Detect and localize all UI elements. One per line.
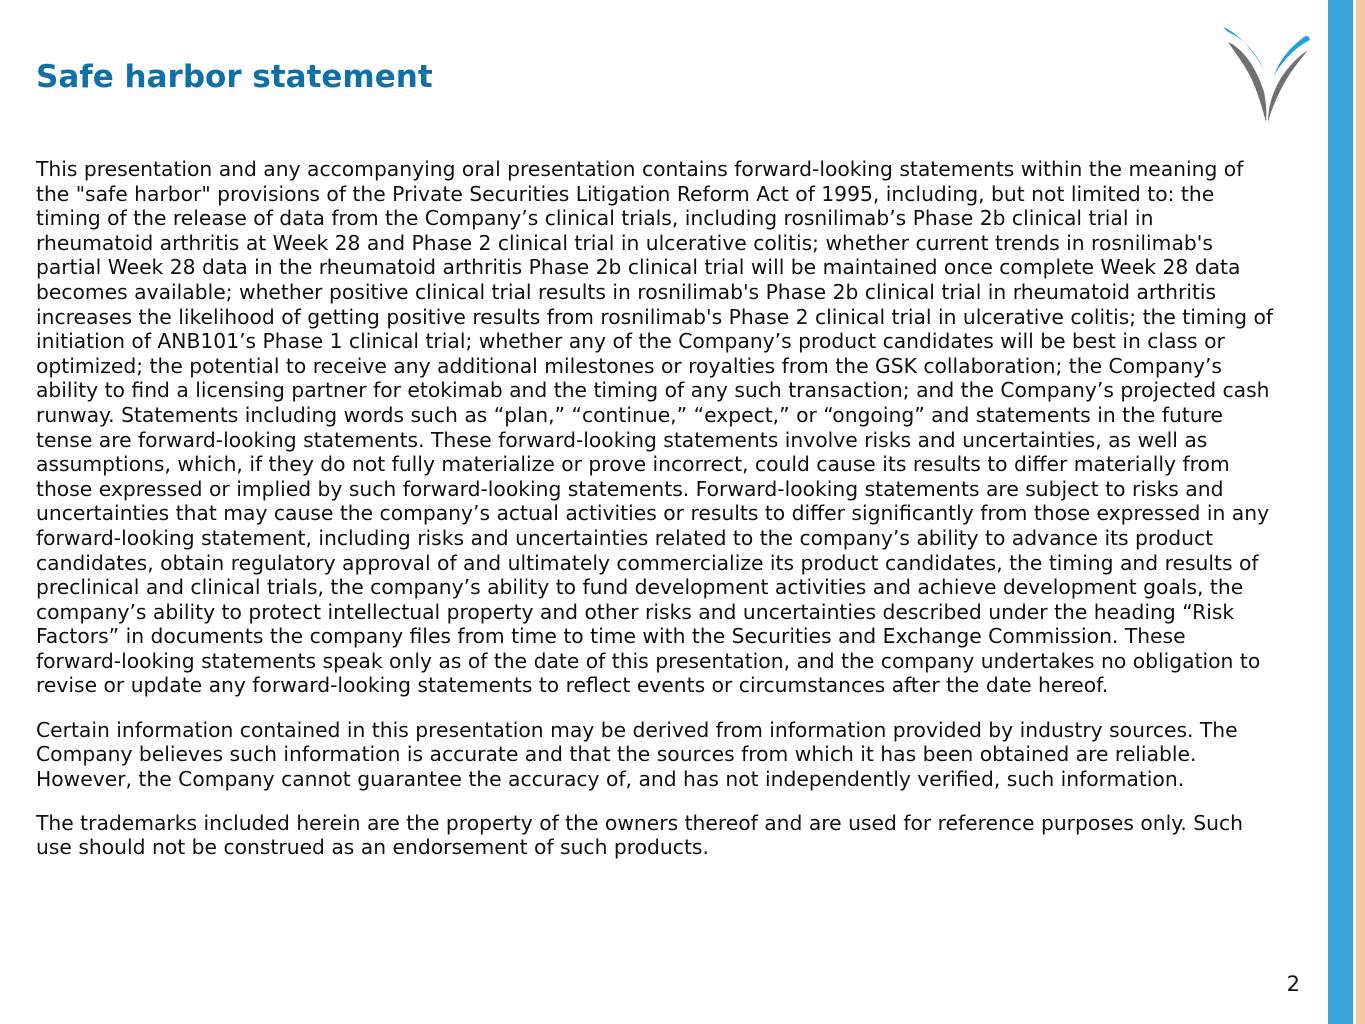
company-logo-icon: [1218, 22, 1316, 124]
logo-right-gray-wing: [1268, 50, 1308, 122]
forward-looking-paragraph: This presentation and any accompanying oral presentation contains forward-looking statements within the meaning of the "safe harbor" provisions of the Private Securities Litigation Reform Act of 1995, including, but not limited to: the timing of the release of data from the Company’s clinical trials, including rosnilimab’s Phase 2b clinical trial in rheumatoid arthritis at Week 28 and Phase 2 clinical trial in ulcerative colitis; whether current trends in rosnilimab's partial Week 28 data in the rheumatoid arthritis Phase 2b clinical trial will be maintained once complete Week 28 data becomes available; whether positive clinical trial results in rosnilimab's Phase 2b clinical trial in rheumatoid arthritis increases the likelihood of getting positive results from rosnilimab's Phase 2 clinical trial in ulcerative colitis; the timing of initiation of ANB101’s Phase 1 clinical trial; whether any of the Company’s product candidates will be best in class or optimized; the potential to receive any additional milestones or royalties from the GSK collaboration; the Company’s ability to find a licensing partner for etokimab and the timing of any such transaction; and the Company’s projected cash runway. Statements including words such as “plan,” “continue,” “expect,” or “ongoing” and statements in the future tense are forward-looking statements. These forward-looking statements involve risks and uncertainties, as well as assumptions, which, if they do not fully materialize or prove incorrect, could cause its results to differ materially from those expressed or implied by such forward-looking statements. Forward-looking statements are subject to risks and uncertainties that may cause the company’s actual activities or results to differ significantly from those expressed in any forward-looking statement, including risks and uncertainties related to the company’s ability to advance its product candidates, obtain regulatory approval of and ultimately commercialize its product candidates, the timing and results of preclinical and clinical trials, the company’s ability to fund development activities and achieve development goals, the company’s ability to protect intellectual property and other risks and uncertainties described under the heading “Risk Factors” in documents the company files from time to time with the Securities and Exchange Commission. These forward-looking statements speak only as of the date of this presentation, and the company undertakes no obligation to revise or update any forward-looking statements to reflect events or circumstances after the date hereof.: [36, 157, 1274, 698]
page-number: 2: [1286, 972, 1300, 996]
trademarks-paragraph: The trademarks included herein are the property of the owners thereof and are used for reference purposes only. Such use should not be construed as an endorsement of such products.: [36, 810, 1243, 860]
side-stripe-white: [1318, 0, 1328, 1024]
logo-left-gray-wing: [1228, 42, 1266, 122]
side-stripe-peach: [1356, 0, 1365, 1024]
disclaimer-body: [36, 157, 1276, 880]
slide-title: Safe harbor statement: [36, 59, 433, 95]
side-stripe-blue: [1328, 0, 1353, 1024]
industry-sources-paragraph: Certain information contained in this presentation may be derived from information provided by industry sources. The Company believes such information is accurate and that the sources from which it has been obtained are reliable. However, the Company cannot guarantee the accuracy of, and has not independently verified, such information.: [36, 717, 1238, 791]
